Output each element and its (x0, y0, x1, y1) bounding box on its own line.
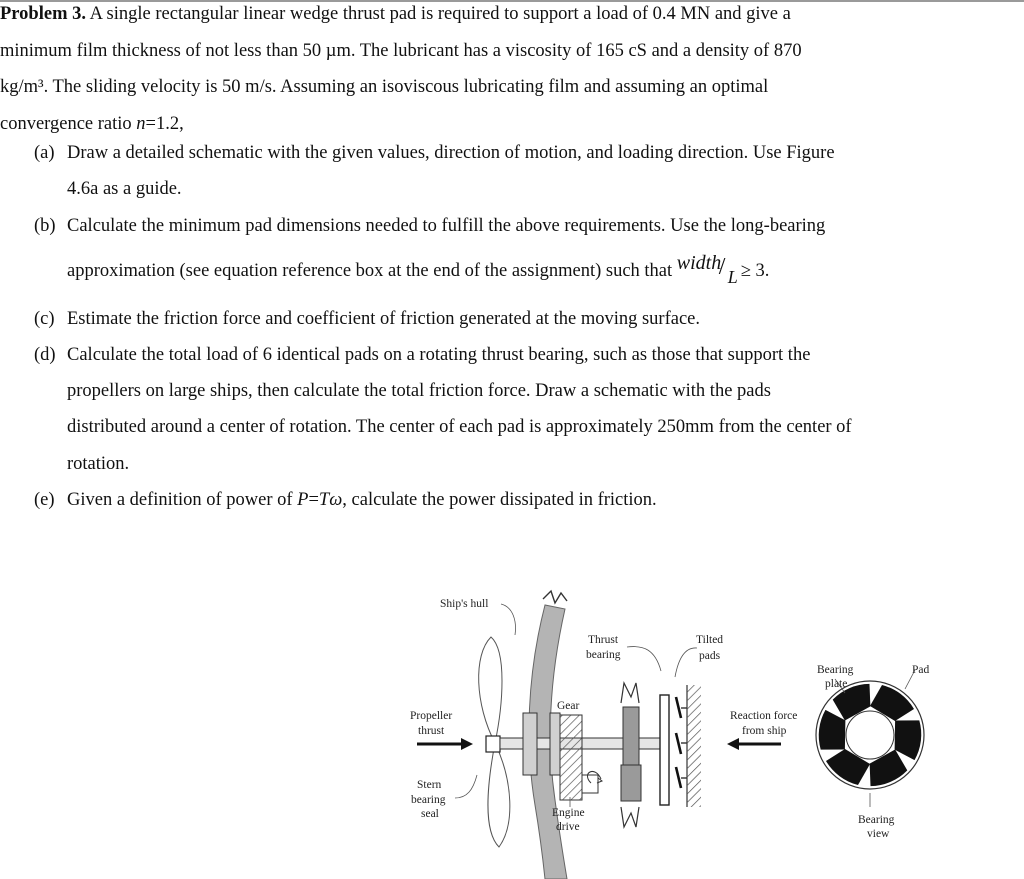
intro-line-3: kg/m³. The sliding velocity is 50 m/s. Assuming an isoviscous lubricating film and assuming an optimal (0, 77, 769, 97)
propeller-upper-blade (479, 637, 502, 743)
problem-intro (0, 0, 1015, 142)
reaction-force-arrow (727, 738, 781, 750)
label-from-ship: from ship (742, 725, 787, 737)
item-text: Estimate the friction force and coefficient of friction generated at the moving surface. (67, 309, 701, 329)
intro-line-2: minimum film thickness of not less than 50 µm. The lubricant has a viscosity of 165 cS and a density of 870 (0, 40, 802, 61)
item-text: Calculate the total load of 6 identical pads on a rotating thrust bearing, such as those that support the propellers on large ships, then calculate the total friction force. Draw a schematic with the pads distributed around a center of rotation. The center of each pad is approximately 250mm from the center of rotation. (67, 345, 852, 474)
item-label: (c) (34, 309, 55, 329)
item-text: Given a definition of power of P=Tω, calculate the power dissipated in friction. (67, 490, 657, 510)
label-bearing-plate-2: plate (825, 678, 848, 690)
tilted-pads (676, 697, 681, 788)
item-label: (a) (34, 143, 55, 163)
propeller-thrust-arrow (417, 738, 473, 750)
thrust-bearing-figure (395, 585, 955, 879)
propeller-hub (486, 736, 500, 752)
label-pads: pads (699, 650, 721, 662)
intro-line-1: Problem 3. A single rectangular linear wedge thrust pad is required to support a load of 0.4 MN and give a (0, 4, 791, 24)
label-bearing-plate-1: Bearing (817, 664, 854, 676)
label-propeller-thrust: thrust (418, 725, 445, 737)
label-stern: Stern (417, 779, 442, 791)
label-reaction-force: Reaction force (730, 710, 798, 722)
label-ships-hull: Ship's hull (440, 598, 489, 610)
label-bearing: bearing (586, 649, 621, 661)
item-text: Draw a detailed schematic with the given values, direction of motion, and loading direction. Use Figure 4.6a as a guide. (67, 143, 835, 200)
label-propeller: Propeller (410, 710, 453, 722)
label-thrust: Thrust (588, 634, 619, 646)
label-bearing-view-2: view (867, 828, 890, 840)
label-tilted: Tilted (696, 634, 724, 646)
label-bearing-view-1: Bearing (858, 814, 895, 826)
label-pad: Pad (912, 664, 930, 676)
label-drive: drive (556, 821, 580, 833)
item-label: (d) (34, 345, 56, 365)
thrust-bearing (623, 707, 639, 769)
item-label: (e) (34, 490, 55, 510)
gear (560, 715, 582, 800)
item-text: Calculate the minimum pad dimensions needed to fulfill the above requirements. Use the long-bearing approximation (see equation reference box at the end of the assignment) such that width / L ≥ 3. (67, 216, 826, 288)
propeller-lower-blade (488, 743, 510, 847)
width-over-l-fraction: width / L (676, 252, 738, 288)
hull-break-mark (543, 591, 567, 603)
thrust-collar (660, 695, 669, 805)
item-label: (b) (34, 216, 56, 236)
label-stern-bearing: bearing (411, 794, 446, 806)
label-gear: Gear (557, 700, 580, 712)
problem-label: Problem 3. (0, 4, 86, 24)
label-seal: seal (421, 808, 439, 820)
bearing-view (805, 672, 936, 798)
label-engine: Engine (552, 807, 585, 819)
intro-line-4: convergence ratio n=1.2, (0, 113, 184, 134)
